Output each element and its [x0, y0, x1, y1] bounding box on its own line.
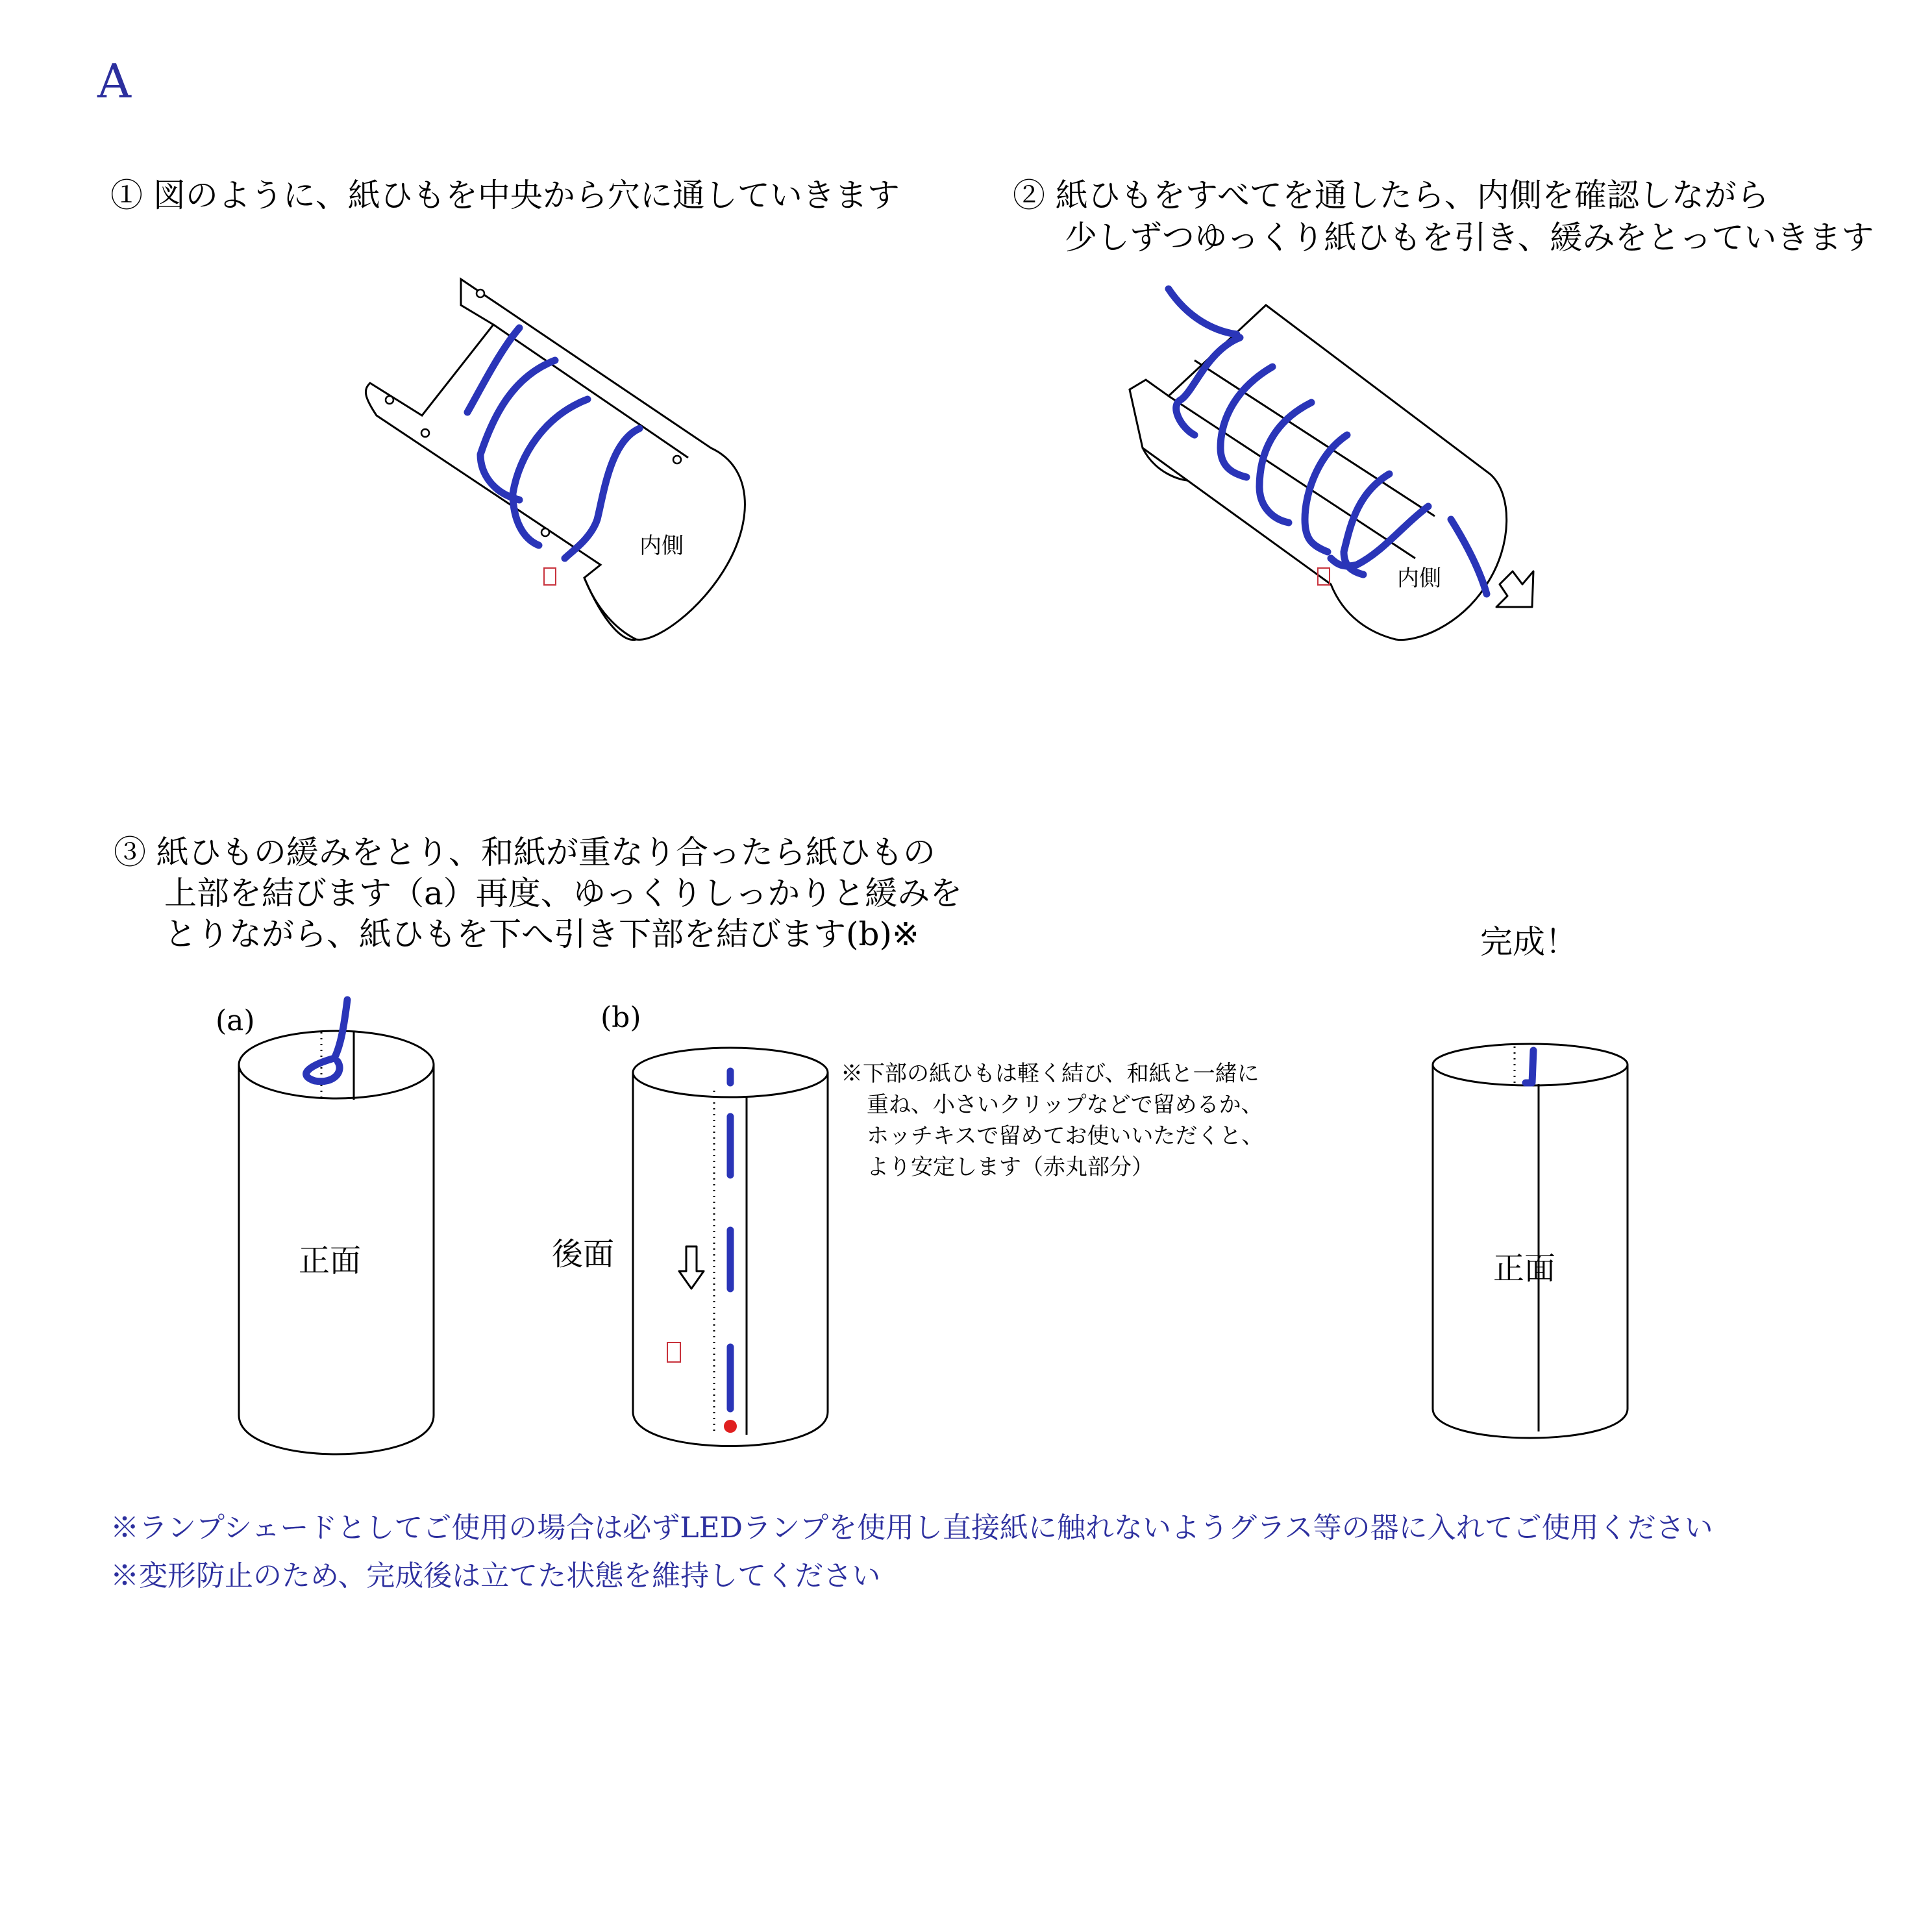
warning-line2: ※変形防止のため、完成後は立てた状態を維持してください: [110, 1559, 881, 1592]
step3-line2: 上部を結びます（a）再度、ゆっくりしっかりと緩みを: [164, 874, 963, 912]
step3-line1: ③ 紙ひもの緩みをとり、和紙が重なり合ったら紙ひもの: [114, 834, 935, 871]
figure-step2: [1130, 289, 1533, 640]
seal-stamp: [667, 1343, 680, 1362]
complete-label: 完成！: [1480, 923, 1578, 961]
hole: [421, 429, 429, 437]
step2-line1: ② 紙ひもをすべてを通したら、内側を確認しながら: [1013, 177, 1769, 214]
inside-label-1: 内側: [639, 533, 684, 559]
figure-a: [216, 1000, 434, 1454]
face-label-complete: 正面: [1493, 1250, 1556, 1287]
step1-text: ① 図のように、紙ひもを中央から穴に通していきます: [110, 177, 900, 214]
paper-cord: [1169, 289, 1237, 334]
note-line2: 重ね、小さいクリップなどで留めるか、: [867, 1092, 1263, 1118]
hole: [541, 528, 549, 536]
seal-stamp: [544, 568, 556, 585]
step3-line3: とりながら、紙ひもを下へ引き下部を結びます(b)※: [164, 915, 919, 953]
figure-step1: [365, 279, 745, 640]
pull-arrow-icon: [1496, 571, 1533, 607]
note-line4: より安定します（赤丸部分）: [867, 1154, 1154, 1180]
rolled-sheet-1: [365, 279, 745, 639]
hole: [477, 290, 484, 297]
figure-b-label: (b): [601, 1001, 641, 1034]
hole: [386, 396, 393, 404]
red-dot-marker: [724, 1420, 737, 1433]
step2-line2: 少しずつゆっくり紙ひもを引き、緩みをとっていきます: [1065, 219, 1874, 256]
note-line1: ※下部の紙ひもは軽く結び、和紙と一緒に: [841, 1061, 1259, 1087]
down-arrow-icon: [679, 1246, 704, 1289]
warning-line1: ※ランプシェードとしてご使用の場合は必ずLEDランプを使用し直接紙に触れないようグラス等の器に入れてご使用ください: [110, 1511, 1713, 1544]
page-label: A: [97, 54, 131, 108]
figure-complete: [1433, 923, 1628, 1438]
figure-b: [552, 1001, 828, 1446]
hole: [673, 456, 681, 464]
face-label-a: 正面: [299, 1243, 362, 1279]
face-label-b: 後面: [552, 1236, 615, 1272]
note-line3: ホッチキスで留めてお使いいただくと、: [867, 1123, 1264, 1149]
inside-label-2: 内側: [1397, 565, 1441, 591]
figure-a-label: (a): [216, 1004, 255, 1037]
